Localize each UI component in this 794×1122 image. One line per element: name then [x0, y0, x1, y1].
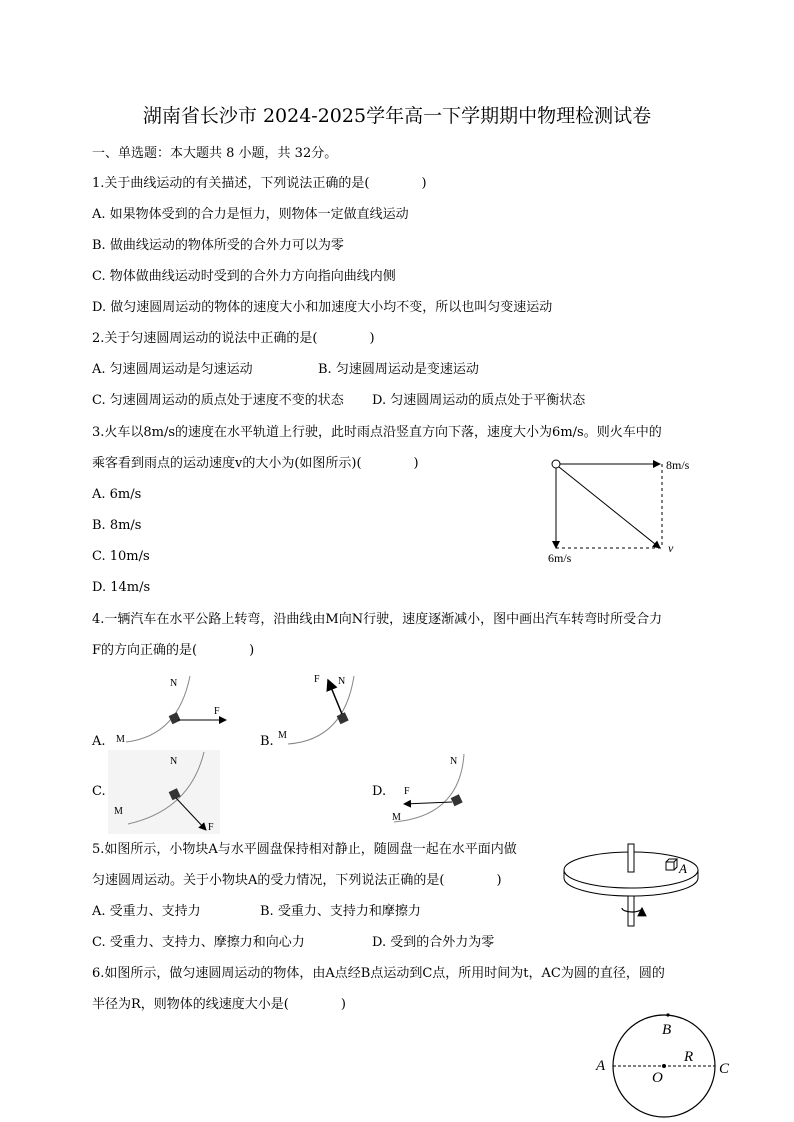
- label-a: A: [679, 861, 687, 876]
- q3-stem-line2: 乘客看到雨点的运动速度v的大小为(如图所示)( ): [92, 456, 419, 471]
- q4-option-b: B.: [260, 734, 274, 749]
- car-block: [337, 712, 349, 724]
- label-r: R: [684, 1049, 694, 1065]
- figure-background: [108, 750, 220, 834]
- q1-option-b: B. 做曲线运动的物体所受的合外力可以为零: [92, 238, 344, 253]
- force-arrow: [404, 802, 452, 804]
- q4-stem-line1: 4.一辆汽车在水平公路上转弯，沿曲线由M向N行驶，速度逐渐减小，图中画出汽车转弯时所受合力: [92, 612, 663, 627]
- q5-turntable-diagram: [558, 836, 708, 930]
- upper-axle: [628, 844, 634, 872]
- car-block: [169, 712, 181, 724]
- label-m: M: [392, 812, 401, 823]
- label-o: O: [652, 1070, 663, 1086]
- center-o: [662, 1064, 666, 1068]
- label-c: C: [719, 1061, 730, 1077]
- label-f: F: [208, 822, 214, 833]
- q2-option-d: D. 匀速圆周运动的质点处于平衡状态: [372, 393, 586, 408]
- q6-stem-line2: 半径为R，则物体的线速度大小是( ): [92, 997, 346, 1012]
- label-f: F: [314, 674, 320, 685]
- label-m: M: [116, 734, 125, 745]
- page-title: 湖南省长沙市 2024-2025学年高一下学期期中物理检测试卷: [142, 105, 652, 127]
- q5-stem-line2: 匀速圆周运动。关于小物块A的受力情况，下列说法正确的是( ): [92, 873, 502, 888]
- q5-option-c: C. 受重力、支持力、摩擦力和向心力: [92, 935, 305, 950]
- q4-figure-d: [390, 752, 480, 828]
- car-block: [451, 794, 463, 806]
- q1-option-a: A. 如果物体受到的合力是恒力，则物体一定做直线运动: [92, 207, 409, 222]
- origin-point: [552, 460, 560, 468]
- label-a: A: [596, 1058, 606, 1074]
- q1-option-c: C. 物体做曲线运动时受到的合外力方向指向曲线内侧: [92, 269, 396, 284]
- label-8ms: 8m/s: [666, 458, 690, 472]
- q4-option-c: C.: [92, 784, 106, 799]
- label-b: B: [662, 1022, 672, 1038]
- q3-option-a: A. 6m/s: [92, 487, 142, 502]
- q3-option-d: D. 14m/s: [92, 580, 151, 595]
- q4-figure-b: [274, 670, 384, 750]
- q3-option-b: B. 8m/s: [92, 518, 142, 533]
- q4-figure-c: [108, 750, 220, 834]
- q2-stem: 2.关于匀速圆周运动的说法中正确的是( ): [92, 331, 375, 346]
- q4-figure-a: [108, 670, 238, 750]
- label-n: N: [170, 678, 178, 689]
- label-m: M: [278, 730, 287, 741]
- q6-circle-diagram: [590, 1010, 738, 1122]
- q6-stem-line1: 6.如图所示，做匀速圆周运动的物体，由A点经B点运动到C点，所用时间为t，AC为圆的直径，圆的: [92, 966, 665, 981]
- q5-option-a: A. 受重力、支持力: [92, 904, 201, 919]
- label-n: N: [170, 756, 178, 767]
- label-m: M: [114, 806, 123, 817]
- q4-option-d: D.: [372, 784, 387, 799]
- label-f: F: [404, 786, 410, 797]
- q3-velocity-diagram: [540, 452, 710, 572]
- block-a: [666, 862, 674, 870]
- section-heading: 一、单选题：本大题共 8 小题，共 32分。: [92, 146, 338, 161]
- q2-option-a: A. 匀速圆周运动是匀速运动: [92, 362, 253, 377]
- q2-option-c: C. 匀速圆周运动的质点处于速度不变的状态: [92, 393, 344, 408]
- q5-option-d: D. 受到的合外力为零: [372, 935, 495, 950]
- curve-path: [126, 676, 190, 742]
- q1-option-d: D. 做匀速圆周运动的物体的速度大小和加速度大小均不变，所以也叫匀变速运动: [92, 300, 553, 315]
- label-n: N: [338, 676, 346, 687]
- label-6ms: 6m/s: [548, 551, 572, 565]
- q3-stem-line1: 3.火车以8m/s的速度在水平轨道上行驶，此时雨点沿竖直方向下落，速度大小为6m/s。则火车中的: [92, 425, 662, 440]
- q5-stem-line1: 5.如图所示，小物块A与水平圆盘保持相对静止，随圆盘一起在水平面内做: [92, 842, 517, 857]
- label-v: v: [668, 541, 674, 555]
- point-b: [666, 1013, 669, 1016]
- q2-option-b: B. 匀速圆周运动是变速运动: [318, 362, 479, 377]
- label-n: N: [450, 756, 458, 767]
- resultant-velocity-arrow: [559, 467, 660, 548]
- q4-stem-line2: F的方向正确的是( ): [92, 643, 255, 658]
- q4-option-a: A.: [92, 734, 106, 749]
- q5-option-b: B. 受重力、支持力和摩擦力: [260, 904, 421, 919]
- lower-axle: [628, 892, 634, 926]
- label-f: F: [214, 706, 220, 717]
- q3-option-c: C. 10m/s: [92, 549, 150, 564]
- q1-stem: 1.关于曲线运动的有关描述，下列说法正确的是( ): [92, 176, 427, 191]
